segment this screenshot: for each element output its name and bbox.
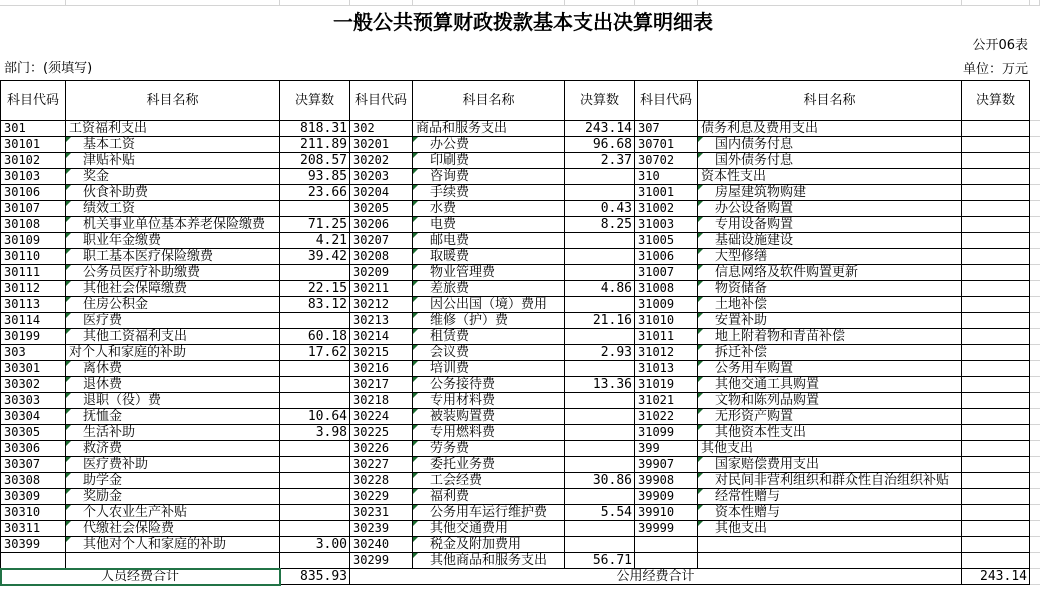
right-empty-cell[interactable] <box>698 537 962 553</box>
right-code-cell[interactable]: 307 <box>635 121 698 137</box>
right-code-cell[interactable]: 39910 <box>635 505 698 521</box>
left-amount-cell[interactable]: 60.18 <box>280 329 350 345</box>
left-amount-cell[interactable] <box>280 505 350 521</box>
left-name-cell[interactable]: 伙食补助费 <box>66 185 280 201</box>
left-code-cell[interactable]: 301 <box>1 121 66 137</box>
right-empty-cell[interactable] <box>962 553 1030 569</box>
left-amount-cell[interactable] <box>280 473 350 489</box>
right-code-cell[interactable]: 31013 <box>635 361 698 377</box>
middle-name-cell[interactable]: 其他商品和服务支出 <box>413 553 565 569</box>
left-code-cell[interactable]: 30112 <box>1 281 66 297</box>
middle-code-cell[interactable]: 30226 <box>350 441 413 457</box>
unit-label[interactable]: 单位：万元 <box>963 62 1029 77</box>
middle-amount-cell[interactable] <box>565 297 635 313</box>
left-amount-cell[interactable]: 208.57 <box>280 153 350 169</box>
right-name-cell[interactable]: 拆迁补偿 <box>698 345 962 361</box>
left-code-cell[interactable]: 30102 <box>1 153 66 169</box>
right-name-cell[interactable]: 经常性赠与 <box>698 489 962 505</box>
left-amount-cell[interactable]: 17.62 <box>280 345 350 361</box>
middle-name-cell[interactable]: 手续费 <box>413 185 565 201</box>
left-code-cell[interactable]: 303 <box>1 345 66 361</box>
left-code-cell[interactable]: 30111 <box>1 265 66 281</box>
middle-amount-cell[interactable]: 96.68 <box>565 137 635 153</box>
middle-amount-cell[interactable]: 5.54 <box>565 505 635 521</box>
left-name-cell[interactable]: 离休费 <box>66 361 280 377</box>
middle-code-cell[interactable]: 30215 <box>350 345 413 361</box>
middle-code-cell[interactable]: 30217 <box>350 377 413 393</box>
left-name-cell[interactable]: 生活补助 <box>66 425 280 441</box>
middle-code-cell[interactable]: 30203 <box>350 169 413 185</box>
left-name-cell[interactable]: 基本工资 <box>66 137 280 153</box>
left-empty-cell[interactable] <box>280 553 350 569</box>
middle-code-cell[interactable]: 30211 <box>350 281 413 297</box>
right-code-cell[interactable]: 39908 <box>635 473 698 489</box>
middle-name-cell[interactable]: 租赁费 <box>413 329 565 345</box>
middle-code-cell[interactable]: 30202 <box>350 153 413 169</box>
middle-code-cell[interactable]: 30231 <box>350 505 413 521</box>
middle-header-amount[interactable]: 决算数 <box>565 81 635 121</box>
right-amount-cell[interactable] <box>962 313 1030 329</box>
right-amount-cell[interactable] <box>962 457 1030 473</box>
left-header-amount[interactable]: 决算数 <box>280 81 350 121</box>
middle-name-cell[interactable]: 电费 <box>413 217 565 233</box>
left-name-cell[interactable]: 机关事业单位基本养老保险缴费 <box>66 217 280 233</box>
left-amount-cell[interactable] <box>280 489 350 505</box>
right-name-cell[interactable]: 房屋建筑物购建 <box>698 185 962 201</box>
left-code-cell[interactable]: 30301 <box>1 361 66 377</box>
middle-code-cell[interactable]: 30208 <box>350 249 413 265</box>
middle-amount-cell[interactable] <box>565 393 635 409</box>
left-amount-cell[interactable] <box>280 313 350 329</box>
left-code-cell[interactable]: 30302 <box>1 377 66 393</box>
right-code-cell[interactable]: 31012 <box>635 345 698 361</box>
middle-amount-cell[interactable] <box>565 441 635 457</box>
public-total-label[interactable]: 公用经费合计 <box>350 569 962 585</box>
left-code-cell[interactable]: 30304 <box>1 409 66 425</box>
right-name-cell[interactable]: 其他支出 <box>698 521 962 537</box>
left-empty-cell[interactable] <box>1 553 66 569</box>
right-code-cell[interactable]: 31006 <box>635 249 698 265</box>
middle-amount-cell[interactable] <box>565 537 635 553</box>
right-amount-cell[interactable] <box>962 409 1030 425</box>
middle-amount-cell[interactable] <box>565 233 635 249</box>
left-code-cell[interactable]: 30399 <box>1 537 66 553</box>
right-code-cell[interactable]: 31007 <box>635 265 698 281</box>
right-name-cell[interactable]: 安置补助 <box>698 313 962 329</box>
left-amount-cell[interactable] <box>280 361 350 377</box>
right-name-cell[interactable]: 对民间非营利组织和群众性自治组织补贴 <box>698 473 962 489</box>
left-name-cell[interactable]: 抚恤金 <box>66 409 280 425</box>
right-amount-cell[interactable] <box>962 521 1030 537</box>
right-code-cell[interactable]: 31001 <box>635 185 698 201</box>
middle-amount-cell[interactable] <box>565 265 635 281</box>
expenditure-table <box>0 80 1030 585</box>
right-name-cell[interactable]: 债务利息及费用支出 <box>698 121 962 137</box>
right-name-cell[interactable]: 无形资产购置 <box>698 409 962 425</box>
left-name-cell[interactable]: 其他对个人和家庭的补助 <box>66 537 280 553</box>
left-name-cell[interactable]: 公务员医疗补助缴费 <box>66 265 280 281</box>
middle-code-cell[interactable]: 30216 <box>350 361 413 377</box>
right-amount-cell[interactable] <box>962 233 1030 249</box>
middle-name-cell[interactable]: 咨询费 <box>413 169 565 185</box>
left-amount-cell[interactable]: 211.89 <box>280 137 350 153</box>
middle-code-cell[interactable]: 302 <box>350 121 413 137</box>
middle-name-cell[interactable]: 专用材料费 <box>413 393 565 409</box>
left-name-cell[interactable]: 职业年金缴费 <box>66 233 280 249</box>
left-name-cell[interactable]: 助学金 <box>66 473 280 489</box>
middle-header-name[interactable]: 科目名称 <box>413 81 565 121</box>
middle-amount-cell[interactable]: 0.43 <box>565 201 635 217</box>
right-amount-cell[interactable] <box>962 265 1030 281</box>
right-amount-cell[interactable] <box>962 505 1030 521</box>
middle-name-cell[interactable]: 会议费 <box>413 345 565 361</box>
middle-code-cell[interactable]: 30204 <box>350 185 413 201</box>
left-amount-cell[interactable]: 10.64 <box>280 409 350 425</box>
department-field[interactable]: 部门：(须填写) <box>4 61 93 76</box>
right-code-cell[interactable]: 399 <box>635 441 698 457</box>
sheet-gridlines-right <box>1030 120 1040 589</box>
middle-code-cell[interactable]: 30213 <box>350 313 413 329</box>
right-name-cell[interactable]: 专用设备购置 <box>698 217 962 233</box>
left-empty-cell[interactable] <box>66 553 280 569</box>
left-amount-cell[interactable]: 818.31 <box>280 121 350 137</box>
left-code-cell[interactable]: 30113 <box>1 297 66 313</box>
right-amount-cell[interactable] <box>962 185 1030 201</box>
middle-amount-cell[interactable] <box>565 361 635 377</box>
right-code-cell[interactable]: 31011 <box>635 329 698 345</box>
right-amount-cell[interactable] <box>962 121 1030 137</box>
middle-code-cell[interactable]: 30229 <box>350 489 413 505</box>
right-amount-cell[interactable] <box>962 137 1030 153</box>
middle-code-cell[interactable]: 30299 <box>350 553 413 569</box>
left-amount-cell[interactable] <box>280 201 350 217</box>
left-name-cell[interactable]: 职工基本医疗保险缴费 <box>66 249 280 265</box>
left-name-cell[interactable]: 奖励金 <box>66 489 280 505</box>
right-amount-cell[interactable] <box>962 361 1030 377</box>
middle-code-cell[interactable]: 30225 <box>350 425 413 441</box>
left-amount-cell[interactable] <box>280 265 350 281</box>
right-code-cell[interactable]: 31022 <box>635 409 698 425</box>
middle-code-cell[interactable]: 30240 <box>350 537 413 553</box>
left-code-cell[interactable]: 30114 <box>1 313 66 329</box>
left-amount-cell[interactable] <box>280 377 350 393</box>
left-code-cell[interactable]: 30306 <box>1 441 66 457</box>
right-empty-cell[interactable] <box>962 537 1030 553</box>
middle-amount-cell[interactable]: 30.86 <box>565 473 635 489</box>
middle-name-cell[interactable]: 因公出国（境）费用 <box>413 297 565 313</box>
left-name-cell[interactable]: 奖金 <box>66 169 280 185</box>
middle-amount-cell[interactable] <box>565 425 635 441</box>
middle-name-cell[interactable]: 差旅费 <box>413 281 565 297</box>
left-name-cell[interactable]: 代缴社会保险费 <box>66 521 280 537</box>
middle-amount-cell[interactable] <box>565 521 635 537</box>
right-name-cell[interactable]: 基础设施建设 <box>698 233 962 249</box>
left-code-cell[interactable]: 30107 <box>1 201 66 217</box>
right-name-cell[interactable]: 其他交通工具购置 <box>698 377 962 393</box>
right-name-cell[interactable]: 公务用车购置 <box>698 361 962 377</box>
right-name-cell[interactable]: 其他资本性支出 <box>698 425 962 441</box>
middle-amount-cell[interactable]: 2.93 <box>565 345 635 361</box>
left-code-cell[interactable]: 30199 <box>1 329 66 345</box>
right-code-cell[interactable]: 310 <box>635 169 698 185</box>
right-code-cell[interactable]: 31003 <box>635 217 698 233</box>
middle-code-cell[interactable]: 30201 <box>350 137 413 153</box>
left-name-cell[interactable]: 个人农业生产补贴 <box>66 505 280 521</box>
right-code-cell[interactable]: 39909 <box>635 489 698 505</box>
right-name-cell[interactable]: 国外债务付息 <box>698 153 962 169</box>
left-amount-cell[interactable]: 4.21 <box>280 233 350 249</box>
personnel-total-label[interactable]: 人员经费合计 <box>1 569 280 585</box>
left-amount-cell[interactable]: 39.42 <box>280 249 350 265</box>
right-code-cell[interactable]: 31099 <box>635 425 698 441</box>
middle-code-cell[interactable]: 30239 <box>350 521 413 537</box>
public-total-value[interactable]: 243.14 <box>962 569 1030 585</box>
middle-name-cell[interactable]: 水费 <box>413 201 565 217</box>
right-empty-cell[interactable] <box>698 553 962 569</box>
left-name-cell[interactable]: 其他社会保障缴费 <box>66 281 280 297</box>
middle-amount-cell[interactable] <box>565 185 635 201</box>
middle-name-cell[interactable]: 税金及附加费用 <box>413 537 565 553</box>
right-name-cell[interactable]: 土地补偿 <box>698 297 962 313</box>
left-amount-cell[interactable]: 3.98 <box>280 425 350 441</box>
right-amount-cell[interactable] <box>962 169 1030 185</box>
left-code-cell[interactable]: 30109 <box>1 233 66 249</box>
left-name-cell[interactable]: 工资福利支出 <box>66 121 280 137</box>
middle-name-cell[interactable]: 委托业务费 <box>413 457 565 473</box>
right-name-cell[interactable]: 国家赔偿费用支出 <box>698 457 962 473</box>
left-code-cell[interactable]: 30308 <box>1 473 66 489</box>
left-code-cell[interactable]: 30303 <box>1 393 66 409</box>
right-code-cell[interactable]: 31019 <box>635 377 698 393</box>
left-name-cell[interactable]: 津贴补贴 <box>66 153 280 169</box>
right-code-cell[interactable]: 31021 <box>635 393 698 409</box>
right-empty-cell[interactable] <box>635 537 698 553</box>
middle-amount-cell[interactable] <box>565 457 635 473</box>
right-amount-cell[interactable] <box>962 425 1030 441</box>
left-name-cell[interactable]: 救济费 <box>66 441 280 457</box>
middle-amount-cell[interactable] <box>565 489 635 505</box>
middle-amount-cell[interactable]: 243.14 <box>565 121 635 137</box>
middle-code-cell[interactable]: 30214 <box>350 329 413 345</box>
middle-amount-cell[interactable]: 13.36 <box>565 377 635 393</box>
right-amount-cell[interactable] <box>962 201 1030 217</box>
right-amount-cell[interactable] <box>962 345 1030 361</box>
right-amount-cell[interactable] <box>962 249 1030 265</box>
left-name-cell[interactable]: 住房公积金 <box>66 297 280 313</box>
middle-name-cell[interactable]: 福利费 <box>413 489 565 505</box>
left-name-cell[interactable]: 对个人和家庭的补助 <box>66 345 280 361</box>
right-amount-cell[interactable] <box>962 393 1030 409</box>
middle-name-cell[interactable]: 办公费 <box>413 137 565 153</box>
right-amount-cell[interactable] <box>962 153 1030 169</box>
right-amount-cell[interactable] <box>962 217 1030 233</box>
left-code-cell[interactable]: 30101 <box>1 137 66 153</box>
left-name-cell[interactable]: 退休费 <box>66 377 280 393</box>
middle-amount-cell[interactable]: 4.86 <box>565 281 635 297</box>
middle-code-cell[interactable]: 30212 <box>350 297 413 313</box>
left-name-cell[interactable]: 绩效工资 <box>66 201 280 217</box>
middle-name-cell[interactable]: 其他交通费用 <box>413 521 565 537</box>
right-name-cell[interactable]: 其他支出 <box>698 441 962 457</box>
right-name-cell[interactable]: 大型修缮 <box>698 249 962 265</box>
middle-code-cell[interactable]: 30209 <box>350 265 413 281</box>
left-code-cell[interactable]: 30309 <box>1 489 66 505</box>
right-amount-cell[interactable] <box>962 281 1030 297</box>
middle-name-cell[interactable]: 公务用车运行维护费 <box>413 505 565 521</box>
middle-code-cell[interactable]: 30206 <box>350 217 413 233</box>
left-amount-cell[interactable]: 83.12 <box>280 297 350 313</box>
middle-name-cell[interactable]: 取暖费 <box>413 249 565 265</box>
left-code-cell[interactable]: 30106 <box>1 185 66 201</box>
right-name-cell[interactable]: 资本性支出 <box>698 169 962 185</box>
middle-header-code[interactable]: 科目代码 <box>350 81 413 121</box>
right-code-cell[interactable]: 31008 <box>635 281 698 297</box>
left-amount-cell[interactable]: 23.66 <box>280 185 350 201</box>
middle-name-cell[interactable]: 劳务费 <box>413 441 565 457</box>
left-amount-cell[interactable] <box>280 441 350 457</box>
right-amount-cell[interactable] <box>962 329 1030 345</box>
right-amount-cell[interactable] <box>962 377 1030 393</box>
right-code-cell[interactable]: 31010 <box>635 313 698 329</box>
middle-amount-cell[interactable]: 2.37 <box>565 153 635 169</box>
right-header-name[interactable]: 科目名称 <box>698 81 962 121</box>
middle-name-cell[interactable]: 印刷费 <box>413 153 565 169</box>
right-header-amount[interactable]: 决算数 <box>962 81 1030 121</box>
right-amount-cell[interactable] <box>962 489 1030 505</box>
middle-name-cell[interactable]: 工会经费 <box>413 473 565 489</box>
left-header-name[interactable]: 科目名称 <box>66 81 280 121</box>
right-amount-cell[interactable] <box>962 441 1030 457</box>
right-code-cell[interactable]: 30702 <box>635 153 698 169</box>
right-name-cell[interactable]: 物资储备 <box>698 281 962 297</box>
right-amount-cell[interactable] <box>962 297 1030 313</box>
right-amount-cell[interactable] <box>962 473 1030 489</box>
personnel-total-value[interactable]: 835.93 <box>280 569 350 585</box>
left-code-cell[interactable]: 30310 <box>1 505 66 521</box>
left-amount-cell[interactable]: 22.15 <box>280 281 350 297</box>
middle-code-cell[interactable]: 30207 <box>350 233 413 249</box>
middle-code-cell[interactable]: 30205 <box>350 201 413 217</box>
middle-code-cell[interactable]: 30224 <box>350 409 413 425</box>
left-amount-cell[interactable]: 71.25 <box>280 217 350 233</box>
left-name-cell[interactable]: 退职（役）费 <box>66 393 280 409</box>
left-code-cell[interactable]: 30110 <box>1 249 66 265</box>
left-amount-cell[interactable]: 93.85 <box>280 169 350 185</box>
middle-amount-cell[interactable] <box>565 409 635 425</box>
form-number-label[interactable]: 公开06表 <box>972 38 1028 53</box>
right-header-code[interactable]: 科目代码 <box>635 81 698 121</box>
left-code-cell[interactable]: 30103 <box>1 169 66 185</box>
middle-amount-cell[interactable]: 8.25 <box>565 217 635 233</box>
right-code-cell[interactable]: 31005 <box>635 233 698 249</box>
left-amount-cell[interactable] <box>280 393 350 409</box>
middle-amount-cell[interactable] <box>565 329 635 345</box>
left-code-cell[interactable]: 30307 <box>1 457 66 473</box>
left-name-cell[interactable]: 其他工资福利支出 <box>66 329 280 345</box>
middle-name-cell[interactable]: 维修（护）费 <box>413 313 565 329</box>
middle-amount-cell[interactable]: 21.16 <box>565 313 635 329</box>
right-code-cell[interactable]: 39907 <box>635 457 698 473</box>
middle-name-cell[interactable]: 邮电费 <box>413 233 565 249</box>
middle-name-cell[interactable]: 专用燃料费 <box>413 425 565 441</box>
right-name-cell[interactable]: 国内债务付息 <box>698 137 962 153</box>
right-name-cell[interactable]: 地上附着物和青苗补偿 <box>698 329 962 345</box>
left-name-cell[interactable]: 医疗费 <box>66 313 280 329</box>
right-code-cell[interactable]: 31002 <box>635 201 698 217</box>
left-code-cell[interactable]: 30311 <box>1 521 66 537</box>
right-name-cell[interactable]: 资本性赠与 <box>698 505 962 521</box>
middle-name-cell[interactable]: 培训费 <box>413 361 565 377</box>
left-code-cell[interactable]: 30108 <box>1 217 66 233</box>
middle-amount-cell[interactable] <box>565 169 635 185</box>
right-code-cell[interactable]: 39999 <box>635 521 698 537</box>
middle-name-cell[interactable]: 商品和服务支出 <box>413 121 565 137</box>
right-code-cell[interactable]: 31009 <box>635 297 698 313</box>
middle-code-cell[interactable]: 30227 <box>350 457 413 473</box>
right-name-cell[interactable]: 办公设备购置 <box>698 201 962 217</box>
sheet-title[interactable]: 一般公共预算财政拨款基本支出决算明细表 <box>333 10 713 34</box>
left-name-cell[interactable]: 医疗费补助 <box>66 457 280 473</box>
left-amount-cell[interactable] <box>280 457 350 473</box>
right-name-cell[interactable]: 信息网络及软件购置更新 <box>698 265 962 281</box>
middle-name-cell[interactable]: 物业管理费 <box>413 265 565 281</box>
middle-name-cell[interactable]: 被装购置费 <box>413 409 565 425</box>
middle-name-cell[interactable]: 公务接待费 <box>413 377 565 393</box>
left-amount-cell[interactable]: 3.00 <box>280 537 350 553</box>
sheet-gridlines-top <box>0 0 1040 6</box>
right-empty-cell[interactable] <box>635 553 698 569</box>
middle-code-cell[interactable]: 30218 <box>350 393 413 409</box>
right-code-cell[interactable]: 30701 <box>635 137 698 153</box>
middle-amount-cell[interactable]: 56.71 <box>565 553 635 569</box>
left-amount-cell[interactable] <box>280 521 350 537</box>
right-name-cell[interactable]: 文物和陈列品购置 <box>698 393 962 409</box>
left-code-cell[interactable]: 30305 <box>1 425 66 441</box>
left-header-code[interactable]: 科目代码 <box>1 81 66 121</box>
middle-amount-cell[interactable] <box>565 249 635 265</box>
middle-code-cell[interactable]: 30228 <box>350 473 413 489</box>
